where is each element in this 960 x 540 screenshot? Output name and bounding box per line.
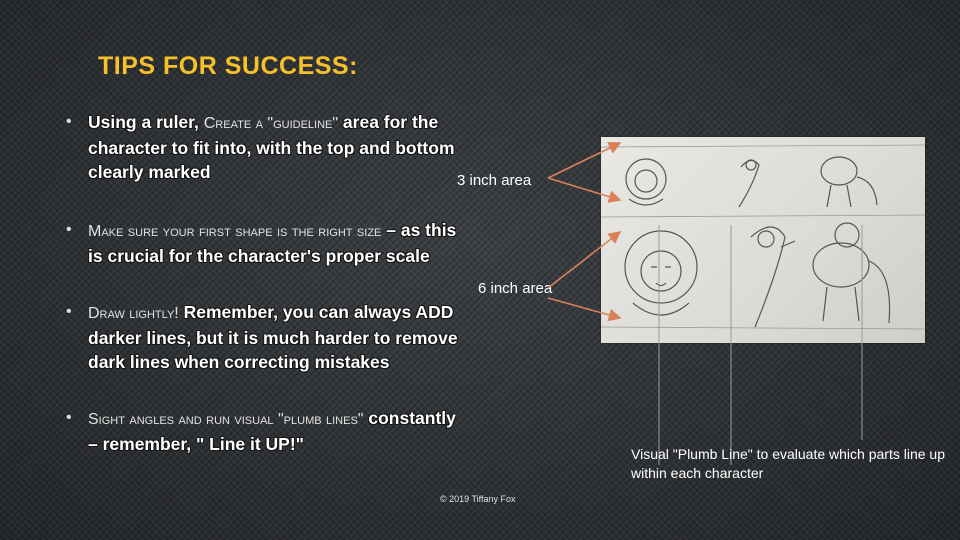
bullet-dot-icon: •	[66, 409, 72, 426]
slide-title: TIPS FOR SUCCESS:	[98, 52, 358, 80]
tip-1	[66, 110, 468, 184]
tip-3-text: Remember, you can always ADD darker lines, but it is much harder to remove dark lines when correcting mistakes	[88, 302, 458, 372]
plumb-line-caption: Visual "Plumb Line" to evaluate which parts line up within each character	[631, 446, 945, 481]
bullet-dot-icon: •	[66, 221, 72, 238]
copyright: © 2019 Tiffany Fox	[440, 494, 516, 504]
tip-1-lead: Using a ruler,	[88, 112, 199, 132]
cartoon-sketches-icon	[601, 137, 925, 343]
tip-4-text: constantly – remember, " Line it UP!"	[88, 408, 456, 454]
sketch-photo	[601, 137, 925, 343]
six-inch-label: 6 inch area	[478, 280, 553, 297]
tip-2-text: – as this is crucial for the character's proper scale	[88, 220, 457, 266]
tip-4-smallcaps: Sight angles and run visual "plumb lines"	[88, 411, 364, 428]
tip-1-text: area for the character to fit into, with the top and bottom clearly marked	[88, 112, 455, 182]
three-inch-label: 3 inch area	[457, 172, 532, 189]
tip-2-smallcaps: Make sure your first shape is the right size	[88, 223, 382, 240]
bullet-dot-icon: •	[66, 303, 72, 320]
tip-4	[66, 406, 468, 456]
bullet-dot-icon: •	[66, 113, 72, 130]
tip-3-smallcaps: Draw lightly!	[88, 305, 179, 322]
tip-2	[66, 218, 468, 268]
tip-3	[66, 300, 468, 374]
tip-1-smallcaps: Create a "guideline"	[203, 115, 339, 132]
